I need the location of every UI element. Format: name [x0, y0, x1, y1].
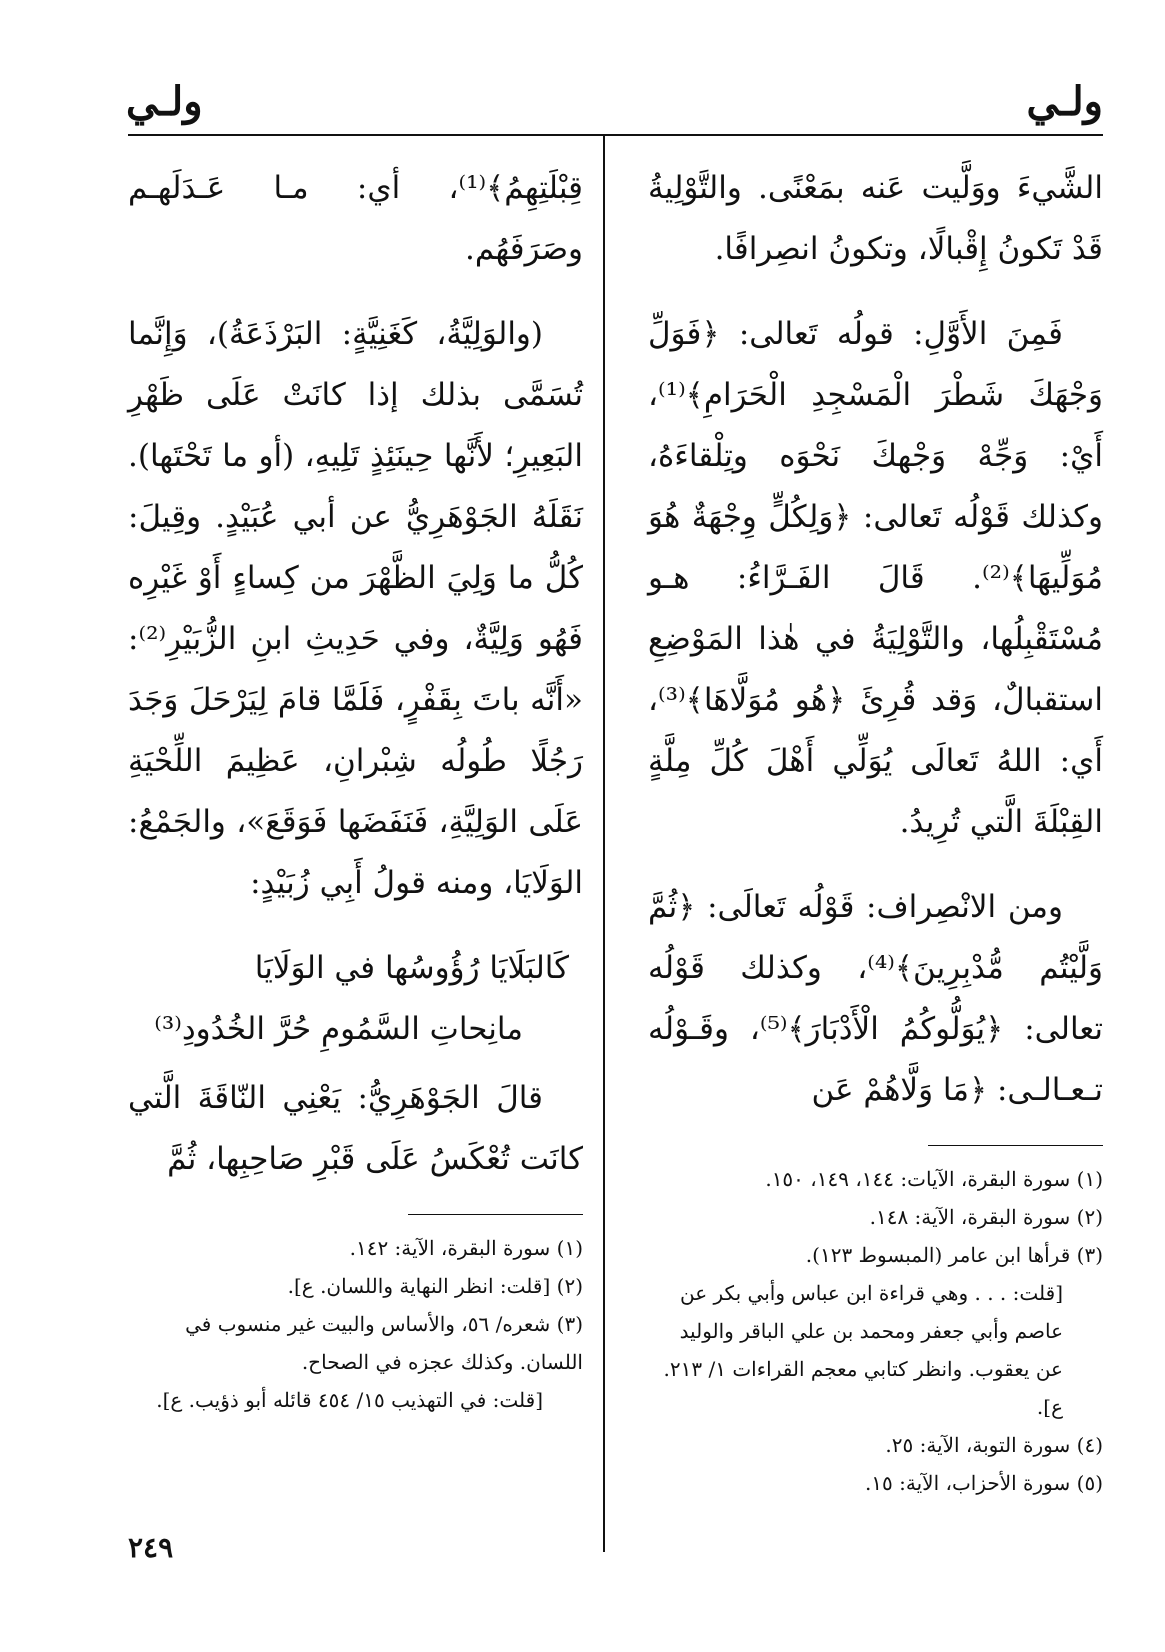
footnote-rule [408, 1214, 583, 1215]
verse-hemistich: كَالبَلَايَا رُؤُوسُها في الوَلَايَا [254, 950, 569, 986]
header-rule [128, 134, 1103, 136]
verse-hemistich: مانِحاتِ السَّمُومِ حُرَّ الخُدُودِ⁽³⁾ [154, 1011, 523, 1047]
body-paragraph: قالَ الجَوْهَرِيُّ: يَعْنِي النّاقَةَ الَّتي كانَت تُعْكَسُ عَلَى قَبْرِ صَاحِبِها، ثُمَّ [128, 1080, 583, 1177]
footnote-rule [928, 1145, 1103, 1146]
footnote: (٣) قرأها ابن عامر (المبسوط ١٢٣). [805, 1243, 1103, 1267]
footnote: (٥) سورة الأحزاب، الآية: ١٥. [864, 1471, 1103, 1495]
footnote: (٢) سورة البقرة، الآية: ١٤٨. [869, 1205, 1103, 1229]
footnote-note: [قلت: . . . وهي قراءة ابن عباس وأبي بكر عن عاصم وأبي جعفر ومحمد بن علي الباقر والوليد عن يعقوب. وانظر كتابي معجم القراءات ١/ ٢١٣. ع]. [663, 1281, 1063, 1419]
footnote: (٤) سورة التوبة، الآية: ٢٥. [885, 1433, 1103, 1457]
running-header-right: ولـي [1026, 78, 1103, 125]
page-number: ٢٤٩ [128, 1531, 174, 1564]
body-paragraph: (والوَلِيَّةُ، كَغَنِيَّةٍ: البَرْذَعَةُ)، وَإِنَّما تُسَمَّى بذلك إذا كانَتْ عَلَى ظَهْرِ البَعِيرِ؛ لأَنَّها حِينَئِذٍ تَلِيهِ، (أو ما تَحْتَها). نَقَلَهُ الجَوْهَرِيُّ عن أبي عُبَيْدٍ. وقِيلَ: كُلُّ ما وَلِيَ الظَّهْرَ من كِساءٍ أَوْ غَيْرِه فَهُو وَلِيَّةٌ، وفي حَدِيثِ ابنِ الزُّبَيْرِ⁽²⁾: «أَنَّه باتَ بِقَفْرٍ، فَلَمَّا قامَ لِيَرْحَلَ وَجَدَ رَجُلًا طُولُه شِبْرانِ، عَظِيمَ اللِّحْيَةِ عَلَى الوَلِيَّةِ، فَنَفَضَها فَوَقَعَ»، والجَمْعُ: الوَلَايَا، ومنه قولُ أَبِي زُبَيْدٍ: [128, 316, 583, 901]
footnote: (٢) [قلت: انظر النهاية واللسان. ع]. [287, 1274, 583, 1298]
body-paragraph: فَمِنَ الأَوَّلِ: قولُه تَعالى: ﴿فَوَلِّ وَجْهَكَ شَطْرَ الْمَسْجِدِ الْحَرَامِ﴾⁽¹⁾، أَيْ: وَجِّهْ وَجْهكَ نَحْوَه وتِلْقاءَهُ، وكذلك قَوْلُه تَعالى: ﴿وَلِكُلٍّ وِجْهَةٌ هُوَ مُوَلِّيهَا﴾⁽²⁾. قَالَ الفَـرَّاءُ: هـو مُسْتَقْبِلُها، والتَّوْلِيَةُ في هٰذا المَوْضِعِ استقبالٌ، وَقد قُرِئَ ﴿هُو مُوَلَّاهَا﴾⁽³⁾، أَي: اللهُ تَعالَى يُوَلِّي أَهْلَ كُلِّ مِلَّةٍ القِبْلَةَ الَّتي تُرِيدُ. [648, 316, 1103, 840]
body-paragraph: ومن الانْصِراف: قَوْلُه تَعالَى: ﴿ثُمَّ وَلَّيْتُم مُّدْبِرِينَ﴾⁽⁴⁾، وكذلك قَوْلُه تعالى: ﴿يُوَلُّوكُمُ الْأَدْبَارَ﴾⁽⁵⁾، وقَـوْلُه تـعـالـى: ﴿مَا وَلَّاهُمْ عَن [648, 889, 1103, 1108]
footnotes [648, 1160, 1103, 1502]
footnote: (١) سورة البقرة، الآيات: ١٤٤، ١٤٩، ١٥٠. [765, 1167, 1103, 1191]
right-column [648, 158, 1103, 1502]
footnote: (٣) شعره/ ٥٦، والأساس والبيت غير منسوب في اللسان. وكذلك عجزه في الصحاح. [185, 1312, 583, 1374]
running-header-left: ولـي [126, 78, 203, 125]
footnote-note: [قلت: في التهذيب ١٥/ ٤٥٤ قائله أبو ذؤيب. ع]. [156, 1388, 543, 1412]
footnote: (١) سورة البقرة، الآية: ١٤٢. [349, 1236, 583, 1260]
column-divider [603, 134, 605, 1552]
left-column [128, 158, 583, 1419]
body-paragraph: قِبْلَتِهِمُ﴾⁽¹⁾، أي: مـا عَـدَلَهـم وصَرَفَهُم. [128, 170, 583, 267]
footnotes [128, 1229, 583, 1419]
body-paragraph: الشَّيءَ ووَلَّيت عَنه بمَعْنًى. والتَّوْلِيةُ قَدْ تَكونُ إِقْبالًا، وتكونُ انصِرافًا. [648, 170, 1103, 267]
